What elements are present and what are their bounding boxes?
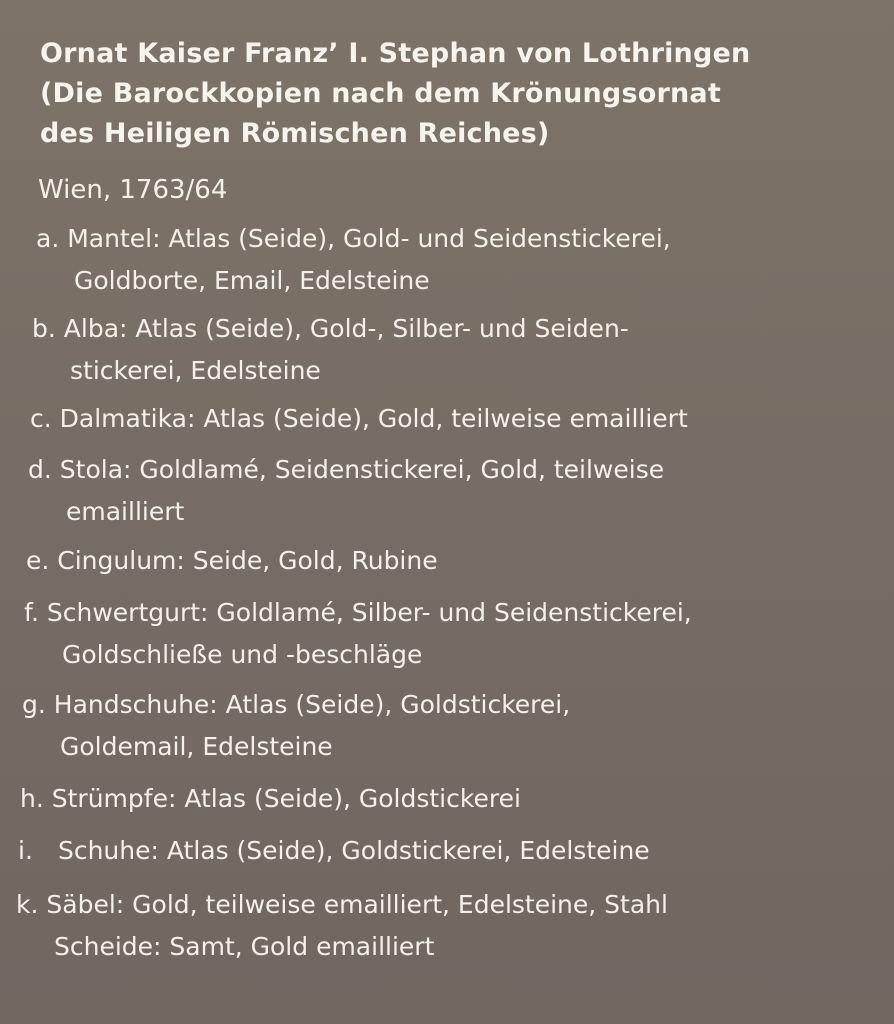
item-letter: i. <box>18 836 33 865</box>
item-line2: Goldschließe und -beschläge <box>62 640 423 669</box>
item-line1: Cingulum: Seide, Gold, Rubine <box>57 546 438 575</box>
place-date: Wien, 1763/64 <box>38 175 228 205</box>
list-item <box>24 592 692 676</box>
title-line: (Die Barockkopien nach dem Krönungsornat <box>40 78 721 109</box>
item-letter: a. <box>36 224 60 253</box>
item-line1: Alba: Atlas (Seide), Gold-, Silber- und Seiden- <box>63 314 629 343</box>
item-line1: Säbel: Gold, teilweise emailliert, Edelsteine, Stahl <box>46 890 668 919</box>
list-item <box>18 830 650 872</box>
title-line: des Heiligen Römischen Reiches) <box>40 118 550 149</box>
item-letter: k. <box>16 890 39 919</box>
item-letter: g. <box>22 690 46 719</box>
item-line2: Scheide: Samt, Gold emailliert <box>54 932 435 961</box>
list-item <box>36 218 671 302</box>
item-line2: emailliert <box>66 497 185 526</box>
item-line1: Dalmatika: Atlas (Seide), Gold, teilweise emailliert <box>59 404 688 433</box>
item-letter: f. <box>24 598 39 627</box>
item-line2: Goldemail, Edelsteine <box>60 732 333 761</box>
list-item <box>30 398 688 440</box>
item-letter: h. <box>20 784 44 813</box>
item-line1: Mantel: Atlas (Seide), Gold- und Seidenstickerei, <box>67 224 671 253</box>
item-line1: Stola: Goldlamé, Seidenstickerei, Gold, teilweise <box>59 455 665 484</box>
list-item <box>32 308 629 392</box>
item-letter: d. <box>28 455 52 484</box>
item-line1: Schwertgurt: Goldlamé, Silber- und Seidenstickerei, <box>46 598 692 627</box>
item-line2: Goldborte, Email, Edelsteine <box>74 266 430 295</box>
item-line1: Strümpfe: Atlas (Seide), Goldstickerei <box>51 784 521 813</box>
item-line2: stickerei, Edelsteine <box>70 356 321 385</box>
title-line: Ornat Kaiser Franz’ I. Stephan von Lothringen <box>40 38 751 69</box>
item-letter: b. <box>32 314 56 343</box>
item-letter: c. <box>30 404 52 433</box>
list-item <box>28 449 664 533</box>
list-item <box>16 884 668 968</box>
item-letter: e. <box>26 546 50 575</box>
list-item <box>20 778 521 820</box>
list-item <box>26 540 438 582</box>
item-line1: Handschuhe: Atlas (Seide), Goldstickerei, <box>53 690 571 719</box>
list-item <box>22 684 570 768</box>
item-line1: Schuhe: Atlas (Seide), Goldstickerei, Edelsteine <box>57 836 650 865</box>
